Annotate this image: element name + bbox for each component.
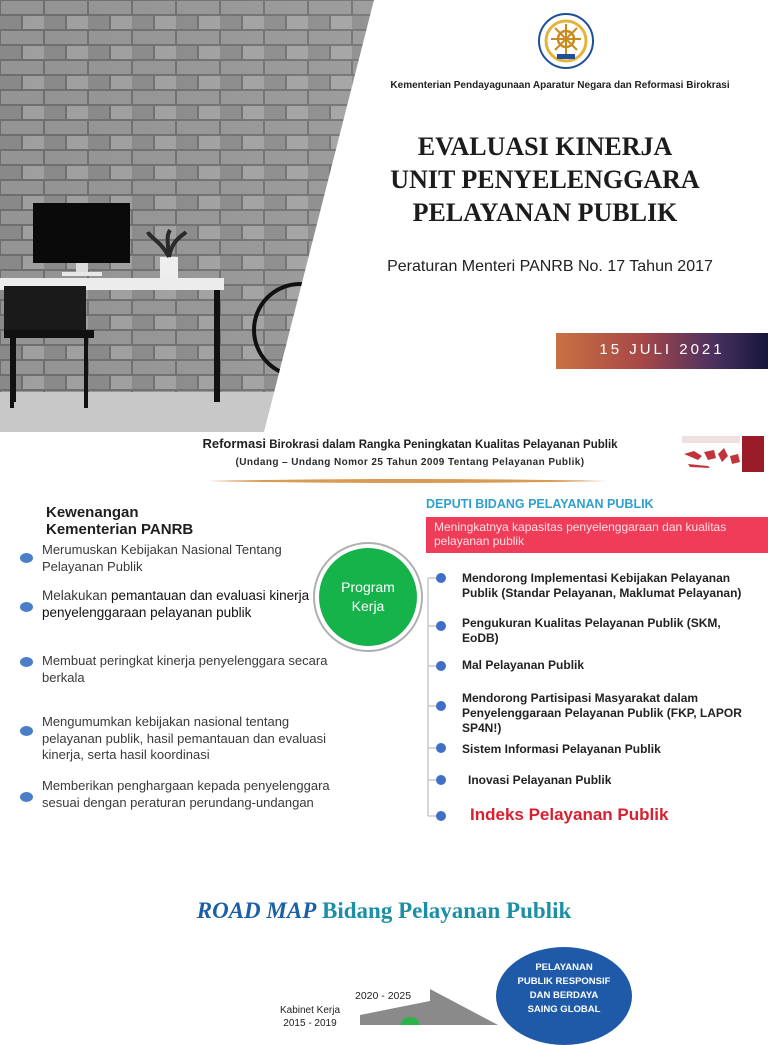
authority-item-text-rest: pemantauan dan evaluasi kinerja penyelenggaraan pelayanan publik — [42, 588, 310, 620]
reform-heading — [150, 436, 670, 451]
program-item: Sistem Informasi Pelayanan Publik — [462, 742, 661, 756]
program-tree-connector — [410, 570, 450, 830]
roadmap-title-rest: Bidang Pelayanan Publik — [316, 898, 572, 923]
roadmap-period: 2020 - 2025 — [355, 990, 412, 1002]
reform-law-reference: (Undang – Undang Nomor 25 Tahun 2009 Tentang Pelayanan Publik) — [235, 457, 585, 468]
authority-item-text: Memberikan penghargaan kepada penyelenggara sesuai dengan peraturan perundang-undangan — [42, 778, 330, 810]
vision-line: SAING GLOBAL — [527, 1004, 601, 1015]
authority-item-text — [42, 588, 332, 621]
bullet-dot-icon — [20, 657, 33, 667]
title-line: EVALUASI KINERJA — [417, 132, 673, 161]
title-line: PELAYANAN PUBLIK — [412, 198, 678, 227]
vision-line: PUBLIK RESPONSIF — [517, 976, 611, 987]
roadmap-cabinet-line: Kabinet Kerja — [279, 1005, 341, 1016]
program-item: Mendorong Partisipasi Masyarakat dalam Penyelenggaraan Pelayanan Publik (FKP, LAPOR SP4N!) — [462, 691, 742, 735]
reform-heading-rest: Birokrasi dalam Rangka Peningkatan Kualitas Pelayanan Publik — [266, 439, 618, 451]
authority-title-line: Kementerian PANRB — [46, 521, 194, 538]
reform-heading-lead: Reformasi — [202, 436, 267, 451]
ministry-name: Kementerian Pendayagunaan Aparatur Negara dan Reformasi Birokrasi — [390, 80, 730, 91]
vision-line: DAN BERDAYA — [529, 990, 599, 1001]
program-item-highlight: Indeks Pelayanan Publik — [470, 805, 669, 824]
deputi-title: DEPUTI BIDANG PELAYANAN PUBLIK — [426, 497, 654, 511]
bullet-dot-icon — [20, 602, 33, 612]
authority-title-line: Kewenangan — [46, 504, 139, 521]
ministry-logo-icon — [537, 12, 595, 70]
roadmap-vision-bubble — [496, 947, 632, 1045]
authority-item-text: Membuat peringkat kinerja penyelenggara secara berkala — [42, 653, 328, 685]
roadmap-cabinet — [268, 1004, 352, 1030]
date-banner — [556, 333, 768, 369]
program-item: Mal Pelayanan Publik — [462, 658, 585, 672]
authority-item-text-pre: Melakukan — [42, 588, 112, 603]
authority-item-text: Merumuskan Kebijakan Nasional Tentang Pelayanan Publik — [42, 542, 282, 574]
roadmap-cabinet-line: 2015 - 2019 — [283, 1018, 337, 1029]
regulation-subtitle: Peraturan Menteri PANRB No. 17 Tahun 2017 — [387, 258, 713, 275]
program-kerja-circle — [313, 542, 423, 652]
roadmap-title-lead: ROAD MAP — [196, 898, 317, 923]
indonesia-map-logo-icon — [680, 434, 764, 474]
authority-title — [46, 504, 193, 538]
date-text: 15 JULI 2021 — [599, 341, 725, 358]
main-title — [360, 130, 730, 229]
bullet-dot-icon — [20, 792, 33, 802]
program-item: Mendorong Implementasi Kebijakan Pelayanan Publik (Standar Pelayanan, Maklumat Pelayanan) — [462, 571, 742, 600]
deputi-goal-box: Meningkatnya kapasitas penyelenggaraan dan kualitas pelayanan publik — [426, 517, 768, 553]
vision-line: PELAYANAN — [535, 962, 593, 973]
program-item: Pengukuran Kualitas Pelayanan Publik (SKM, EoDB) — [462, 616, 721, 645]
program-kerja-label: Program Kerja — [341, 579, 395, 614]
divider-line — [208, 478, 608, 484]
program-item: Inovasi Pelayanan Publik — [468, 773, 612, 787]
roadmap-title — [0, 898, 768, 924]
title-line: UNIT PENYELENGGARA — [390, 165, 700, 194]
program-kerja-badge — [319, 548, 417, 646]
authority-item-text: Mengumumkan kebijakan nasional tentang pelayanan publik, hasil pemantauan dan evaluasi kinerja, serta hasil koordinasi — [42, 714, 327, 762]
bullet-dot-icon — [20, 726, 33, 736]
bullet-dot-icon — [20, 553, 33, 563]
